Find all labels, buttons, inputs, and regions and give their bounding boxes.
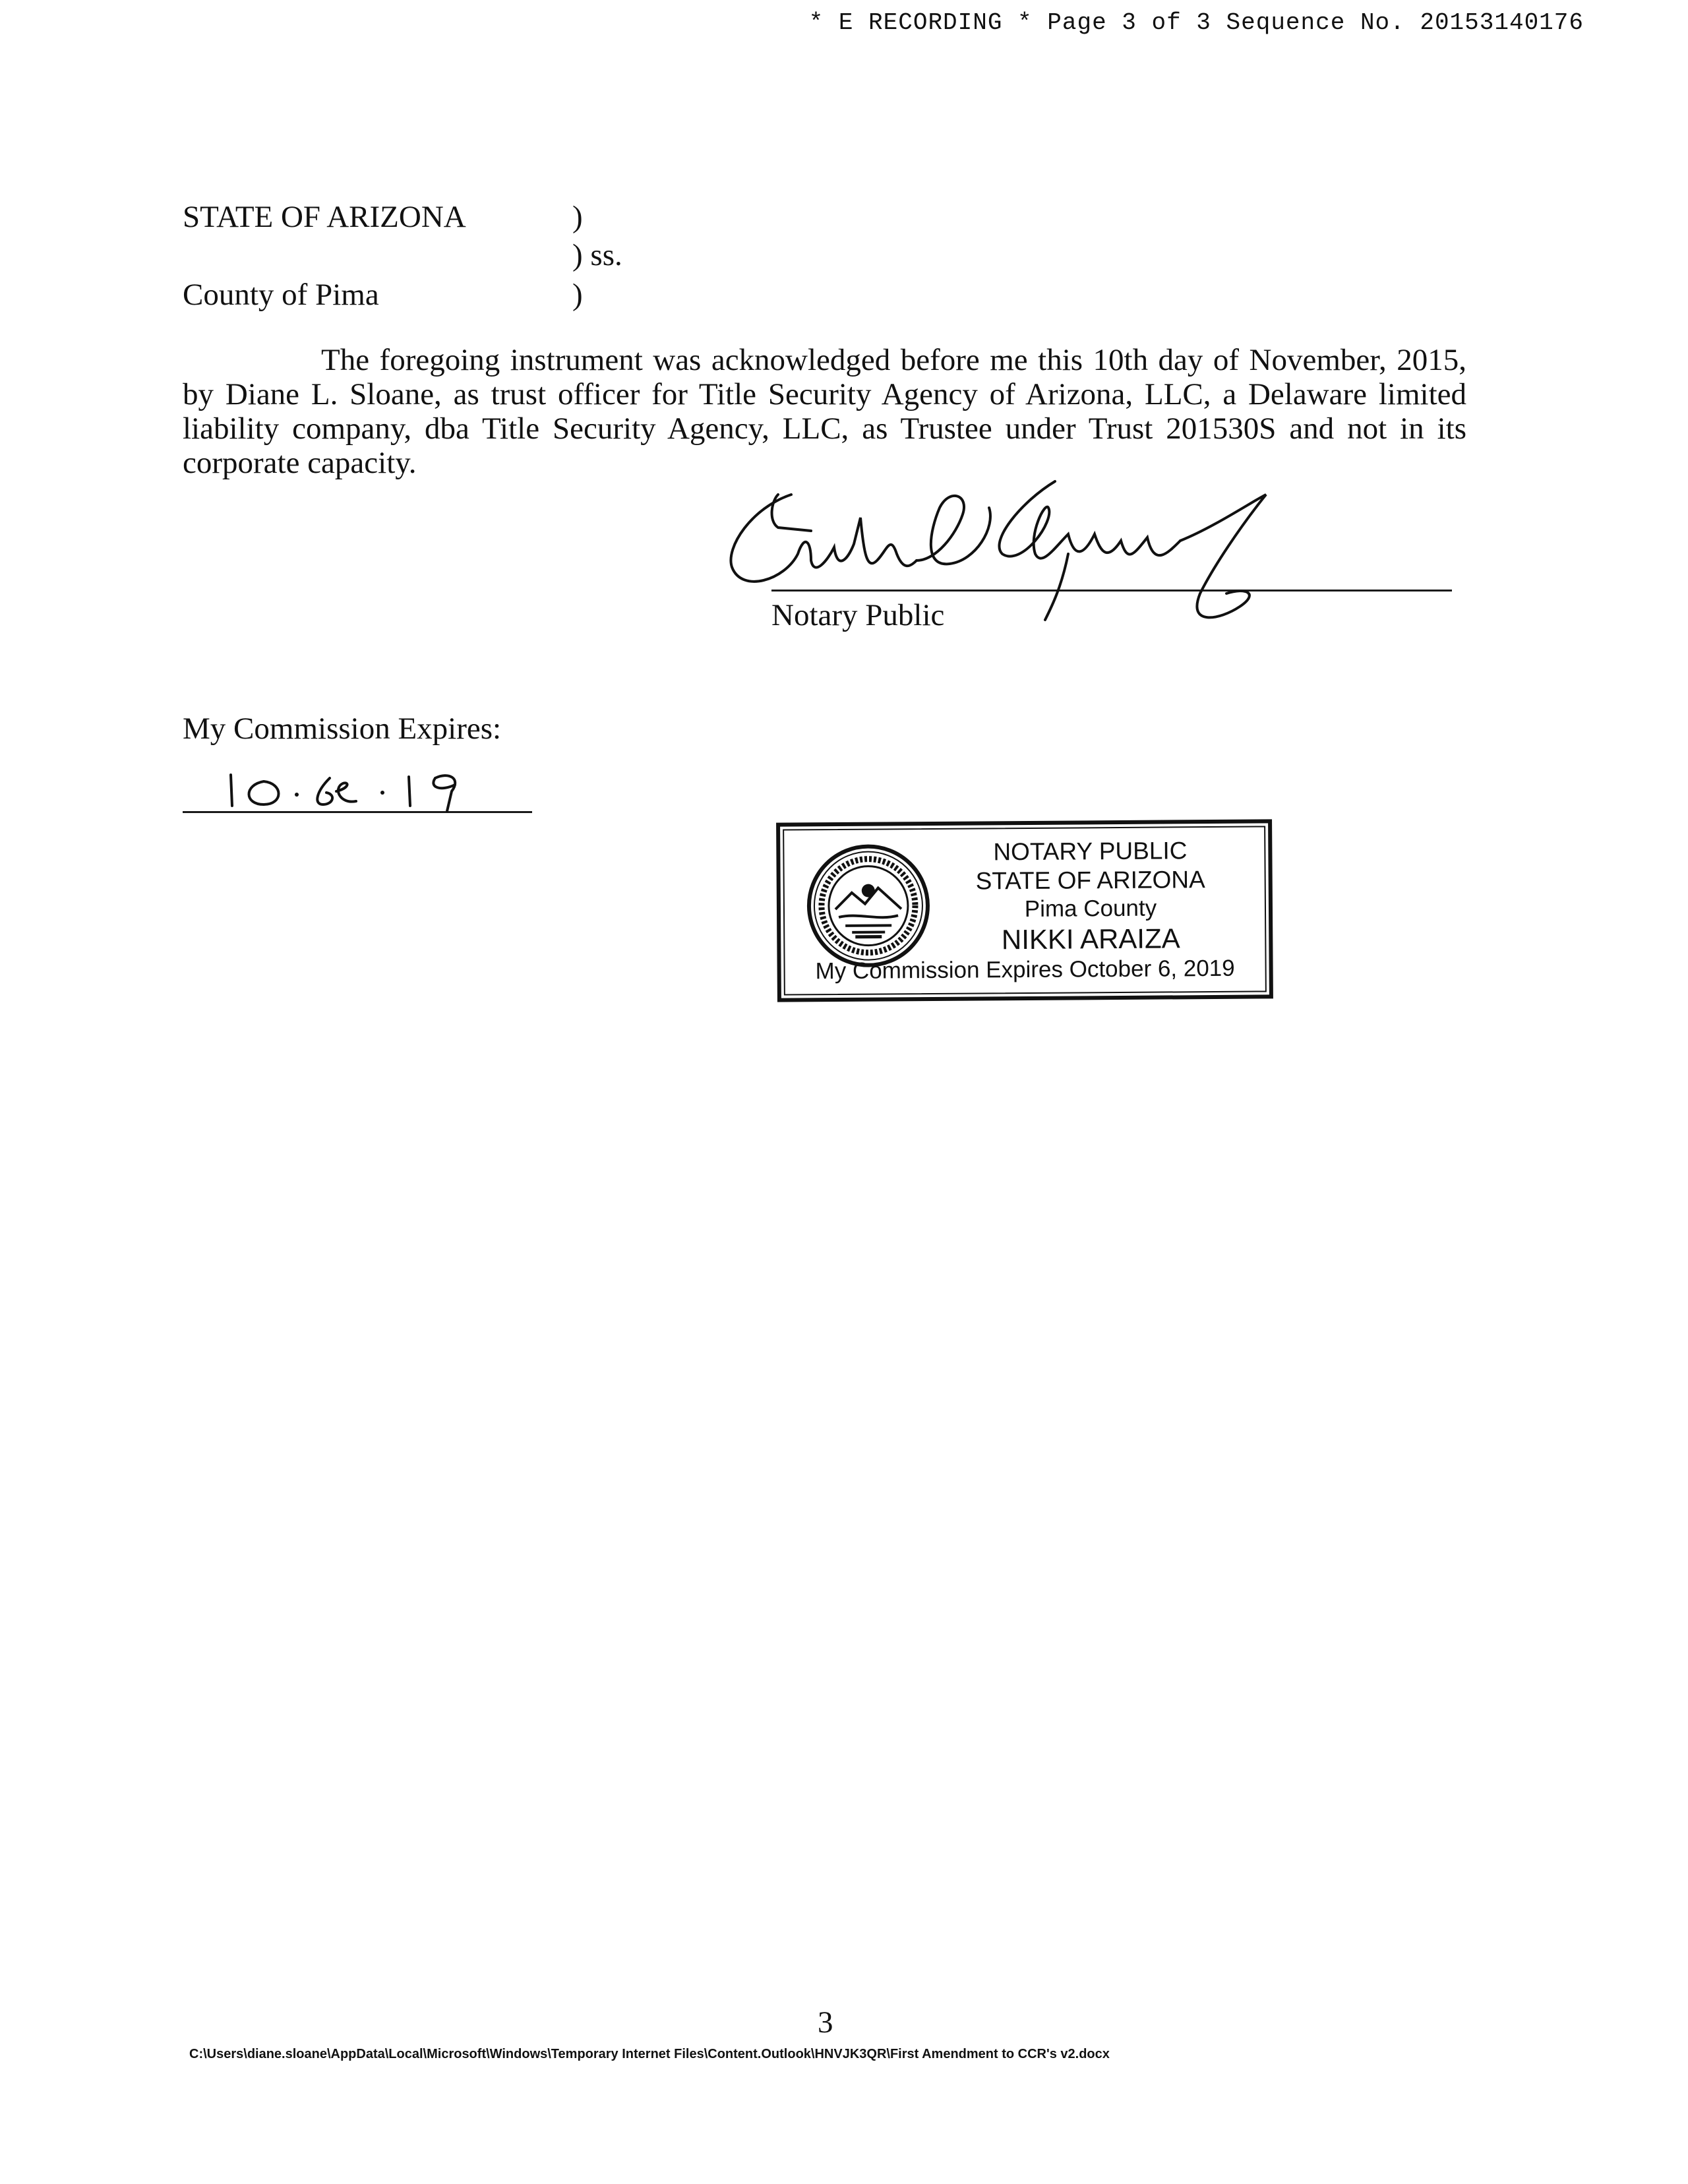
venue-county: County of Pima bbox=[183, 278, 379, 312]
commission-label: My Commission Expires: bbox=[183, 712, 502, 746]
venue-state: STATE OF ARIZONA bbox=[183, 200, 466, 234]
acknowledgment-text: The foregoing instrument was acknowledged before me this 10th day of November, 2015, by Diane L. Sloane, as trust officer for Title Security Agency of Arizona, LLC, a Delaware limited liability company, dba Title Security Agency, LLC, as Trustee under Trust 201530S and not in its corporate capacity. bbox=[183, 343, 1466, 480]
signature-label: Notary Public bbox=[771, 598, 945, 632]
page-number: 3 bbox=[818, 2005, 833, 2040]
handwritten-commission-date bbox=[218, 765, 481, 818]
document-file-path: C:\Users\diane.sloane\AppData\Local\Microsoft\Windows\Temporary Internet Files\Content.Outlook\HNVJK3QR\First Amendment to CCR's v2.docx bbox=[189, 2047, 1110, 2061]
venue-ss: ) ss. bbox=[572, 238, 622, 272]
recording-header: * E RECORDING * Page 3 of 3 Sequence No. 20153140176 bbox=[808, 9, 1584, 36]
venue-paren-bottom: ) bbox=[572, 278, 583, 312]
stamp-line-notary-name: NIKKI ARAIZA bbox=[1001, 923, 1180, 956]
stamp-line-state: STATE OF ARIZONA bbox=[975, 866, 1205, 895]
notary-stamp bbox=[776, 819, 1273, 1002]
venue-paren-top: ) bbox=[572, 200, 583, 234]
arizona-state-seal-icon bbox=[805, 843, 931, 969]
stamp-line-county: Pima County bbox=[1024, 895, 1157, 923]
stamp-line-notary-public: NOTARY PUBLIC bbox=[993, 837, 1188, 866]
stamp-line-commission: My Commission Expires October 6, 2019 bbox=[815, 955, 1235, 985]
